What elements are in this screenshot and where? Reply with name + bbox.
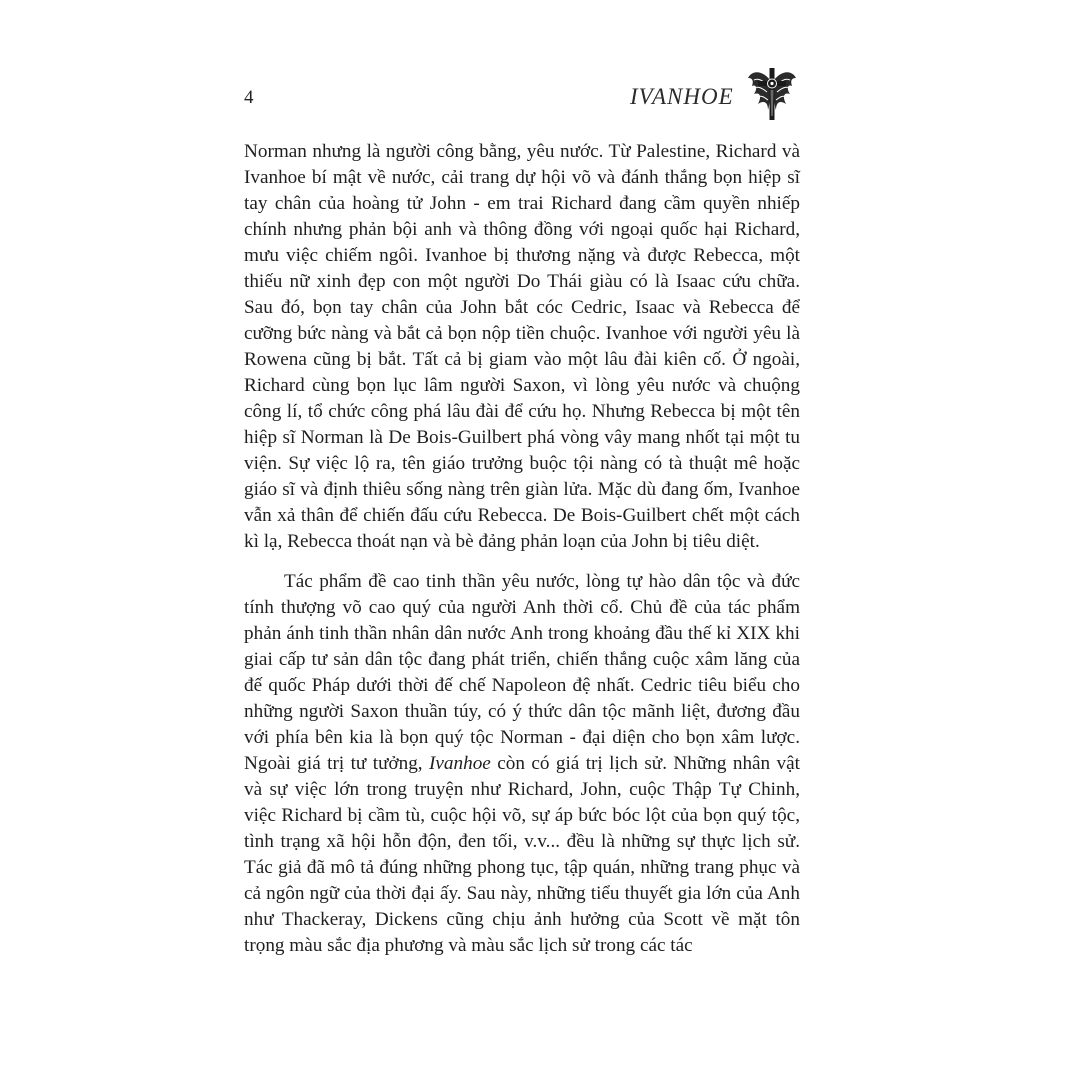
paragraph-1: Norman nhưng là người công bằng, yêu nước. Từ Palestine, Richard và Ivanhoe bí mật về nước, cải trang dự hội võ và đánh thắng bọn hiệp sĩ tay chân của hoàng tử John - em trai Richard đang cầm quyền nhiếp chính nhưng phản bội anh và thông đồng với ngoại quốc hại Richard, mưu việc chiếm ngôi. Ivanhoe bị thương nặng và được Rebecca, một thiếu nữ xinh đẹp con một người Do Thái giàu có là Isaac cứu chữa. Sau đó, bọn tay chân của John bắt cóc Cedric, Isaac và Rebecca để cưỡng bức nàng và bắt cả bọn nộp tiền chuộc. Ivanhoe với người yêu là Rowena cũng bị bắt. Tất cả bị giam vào một lâu đài kiên cố. Ở ngoài, Richard cùng bọn lục lâm người Saxon, vì lòng yêu nước và chuộng công lí, tổ chức công phá lâu đài để cứu họ. Nhưng Rebecca bị một tên hiệp sĩ Norman là De Bois-Guilbert phá vòng vây mang nhốt tại một tu viện. Sự việc lộ ra, tên giáo trưởng buộc tội nàng có tà thuật mê hoặc giáo sĩ và định thiêu sống nàng trên giàn lửa. Mặc dù đang ốm, Ivanhoe vẫn xả thân để chiến đấu cứu Rebecca. De Bois-Guilbert chết một cách kì lạ, Rebecca thoát nạn và bè đảng phản loạn của John bị tiêu diệt. <box>244 141 800 552</box>
paragraph-2-text-b: còn có giá trị lịch sử. Những nhân vật và sự việc lớn trong truyện như Richard, John, cuộc Thập Tự Chinh, việc Richard bị cầm tù, cuộc hội võ, sự áp bức bóc lột của bọn quý tộc, tình trạng xã hội hỗn độn, đen tối, v.v... đều là những sự thực lịch sử. Tác giả đã mô tả đúng những phong tục, tập quán, những trang phục và cả ngôn ngữ của thời đại ấy. Sau này, những tiểu thuyết gia lớn của Anh như Thackeray, Dickens cũng chịu ảnh hưởng của Scott về mặt tôn trọng màu sắc địa phương và màu sắc lịch sử trong các tác <box>244 753 800 956</box>
page-number: 4 <box>244 87 254 108</box>
paragraph-2-text-a: Tác phẩm đề cao tinh thần yêu nước, lòng tự hào dân tộc và đức tính thượng võ cao quý của người Anh thời cổ. Chủ đề của tác phẩm phản ánh tinh thần nhân dân nước Anh trong khoảng đầu thế kỉ XIX khi giai cấp tư sản dân tộc đang phát triển, chiến thắng cuộc xâm lăng của đế quốc Pháp dưới thời đế chế Napoleon đệ nhất. Cedric tiêu biểu cho những người Saxon thuần túy, có ý thức dân tộc mãnh liệt, đương đầu với phía bên kia là bọn quý tộc Norman - đại diện cho bọn xâm lược. Ngoài giá trị tư tưởng, <box>244 571 800 774</box>
running-title: IVANHOE <box>630 84 734 109</box>
body-text <box>244 139 800 959</box>
winged-cross-icon <box>746 66 798 122</box>
paragraph-2 <box>244 569 800 959</box>
book-title-italic: Ivanhoe <box>429 753 491 774</box>
